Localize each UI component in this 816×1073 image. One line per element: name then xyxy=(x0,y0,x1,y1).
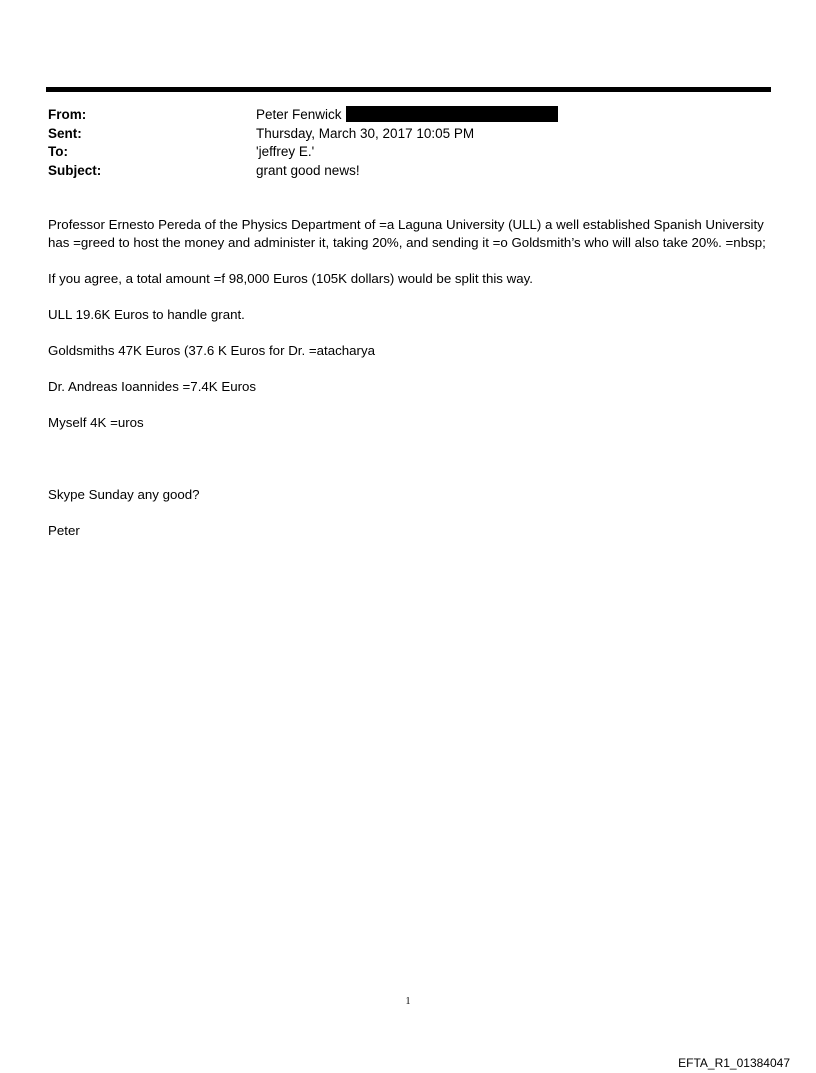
subject-label: Subject: xyxy=(48,162,102,178)
sent-label: Sent: xyxy=(48,125,82,141)
email-body xyxy=(48,216,773,558)
email-header xyxy=(48,106,768,180)
subject-value: grant good news! xyxy=(256,162,360,178)
page-number: 1 xyxy=(405,996,411,1007)
body-paragraph: Goldsmiths 47K Euros (37.6 K Euros for Dr. =atacharya xyxy=(48,343,376,358)
body-paragraph: Myself 4K =uros xyxy=(48,415,144,430)
to-row xyxy=(48,143,768,162)
to-label: To: xyxy=(48,144,68,159)
body-paragraph: If you agree, a total amount =f 98,000 Euros (105K dollars) would be split this way. xyxy=(48,271,533,286)
body-paragraph: ULL 19.6K Euros to handle grant. xyxy=(48,307,245,322)
from-value xyxy=(256,106,558,125)
signature: Peter xyxy=(48,523,80,538)
document-id: EFTA_R1_01384047 xyxy=(678,1056,790,1070)
body-paragraph: Skype Sunday any good? xyxy=(48,487,200,502)
body-paragraph: Dr. Andreas Ioannides =7.4K Euros xyxy=(48,379,257,394)
body-paragraph: Professor Ernesto Pereda of the Physics Department of =a Laguna University (ULL) a well established Spanish University has =greed to host the money and administer it, taking 20%, and sending it =o Goldsmith’s who will also take 20%. =nbsp; xyxy=(48,217,766,250)
to-value: 'jeffrey E.' xyxy=(256,144,315,159)
sent-row xyxy=(48,125,768,144)
redaction-block xyxy=(346,106,558,122)
subject-row xyxy=(48,162,768,181)
sent-value: Thursday, March 30, 2017 10:05 PM xyxy=(256,125,475,141)
from-row xyxy=(48,106,768,125)
spacer xyxy=(48,450,773,486)
from-label: From: xyxy=(48,107,87,122)
top-rule xyxy=(46,87,771,92)
from-name: Peter Fenwick xyxy=(256,107,342,122)
